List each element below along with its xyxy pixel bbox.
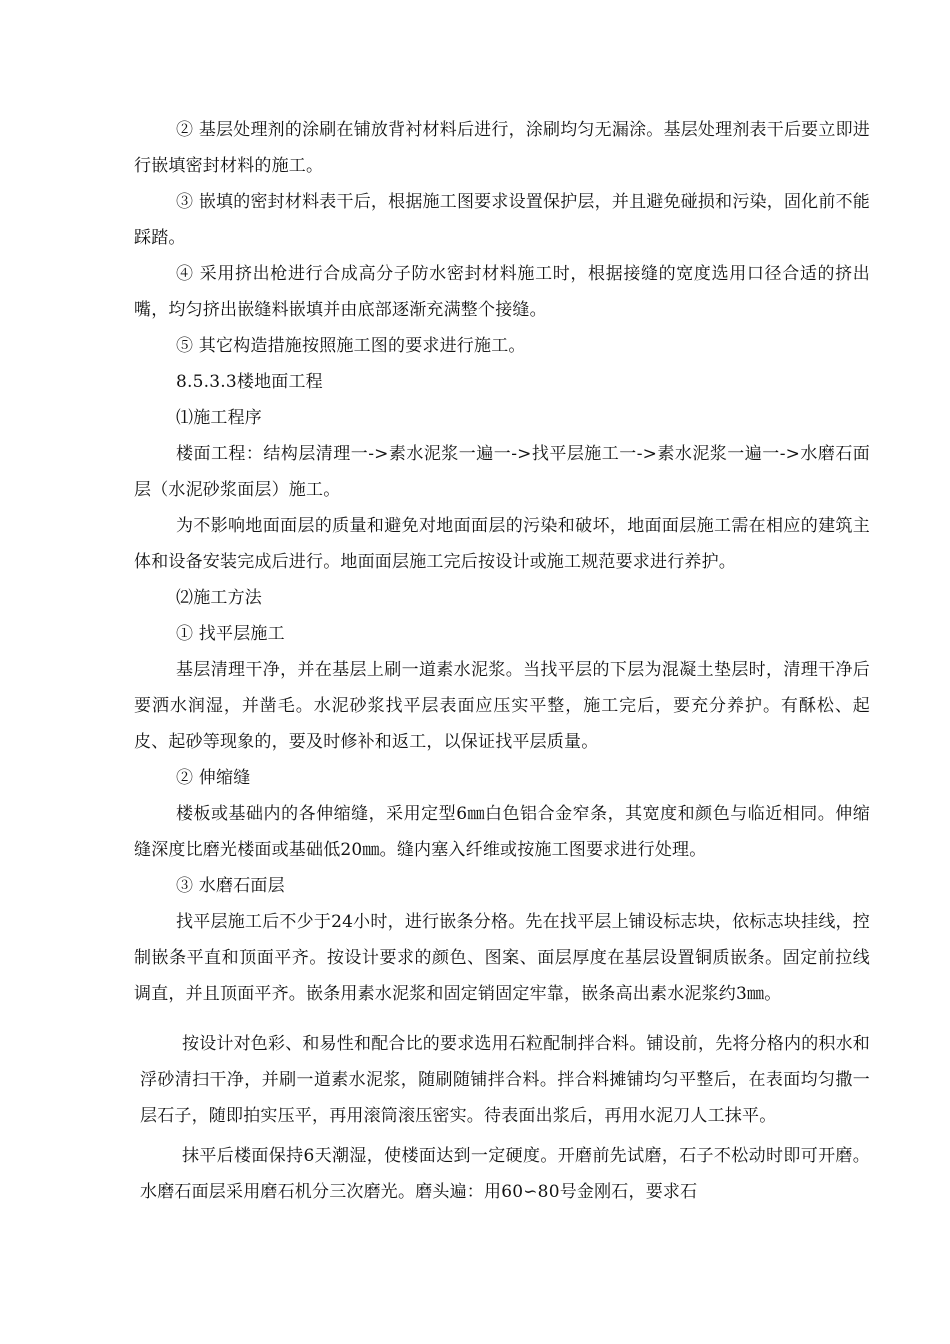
paragraph-extrusion-gun: ④ 采用挤出枪进行合成高分子防水密封材料施工时，根据接缝的宽度选用口径合适的挤出嘴，均匀挤出嵌缝料嵌填并由底部逐渐充满整个接缝。 bbox=[134, 264, 870, 320]
subheading-construction-procedure: ⑴施工程序 bbox=[176, 408, 262, 428]
paragraph-terrazzo-mixing: 按设计对色彩、和易性和配合比的要求选用石粒配制拌合料。铺设前，先将分格内的积水和浮砂清扫干净，并刷一道素水泥浆，随刷随铺拌合料。拌合料摊铺均匀平整后，在表面均匀撒一层石子，随即拍实压平，再用滚筒滚压密实。待表面出浆后，再用水泥刀人工抹平。 bbox=[140, 1034, 870, 1126]
subheading-construction-method: ⑵施工方法 bbox=[176, 588, 262, 608]
paragraph-floor-protection: 为不影响地面面层的质量和避免对地面面层的污染和破坏，地面面层施工需在相应的建筑主体和设备安装完成后进行。地面面层施工完后按设计或施工规范要求进行养护。 bbox=[134, 516, 870, 572]
paragraph-terrazzo-strips: 找平层施工后不少于24小时，进行嵌条分格。先在找平层上铺设标志块，依标志块挂线，控制嵌条平直和顶面平齐。按设计要求的颜色、图案、面层厚度在基层设置铜质嵌条。固定前拉线调直，并且顶面平齐。嵌条用素水泥浆和固定销固定牢靠，嵌条高出素水泥浆约3㎜。 bbox=[134, 912, 870, 1004]
subheading-leveling-layer: ① 找平层施工 bbox=[176, 624, 285, 644]
subheading-expansion-joint: ② 伸缩缝 bbox=[176, 768, 251, 788]
section-heading-floor-works: 8.5.3.3楼地面工程 bbox=[176, 372, 323, 392]
subheading-terrazzo-layer: ③ 水磨石面层 bbox=[176, 876, 285, 896]
paragraph-other-measures: ⑤ 其它构造措施按照施工图的要求进行施工。 bbox=[176, 336, 526, 356]
paragraph-sealant-protection: ③ 嵌填的密封材料表干后，根据施工图要求设置保护层，并且避免碰损和污染，固化前不能踩踏。 bbox=[134, 192, 870, 248]
paragraph-terrazzo-grinding: 抹平后楼面保持6天潮湿，使楼面达到一定硬度。开磨前先试磨，石子不松动时即可开磨。水磨石面层采用磨石机分三次磨光。磨头遍：用60∽80号金刚石，要求石 bbox=[140, 1146, 870, 1202]
document-body bbox=[134, 112, 870, 1210]
paragraph-expansion-joint: 楼板或基础内的各伸缩缝，采用定型6㎜白色铝合金窄条，其宽度和颜色与临近相同。伸缩缝深度比磨光楼面或基础低20㎜。缝内塞入纤维或按施工图要求进行处理。 bbox=[134, 804, 870, 860]
paragraph-floor-procedure: 楼面工程：结构层清理一->素水泥浆一遍一->找平层施工一->素水泥浆一遍一->水磨石面层（水泥砂浆面层）施工。 bbox=[134, 444, 870, 500]
paragraph-leveling-layer: 基层清理干净，并在基层上刷一道素水泥浆。当找平层的下层为混凝土垫层时，清理干净后要洒水润湿，并凿毛。水泥砂浆找平层表面应压实平整，施工完后，要充分养护。有酥松、起皮、起砂等现象的，要及时修补和返工，以保证找平层质量。 bbox=[134, 660, 870, 752]
paragraph-base-primer: ② 基层处理剂的涂刷在铺放背衬材料后进行，涂刷均匀无漏涂。基层处理剂表干后要立即进行嵌填密封材料的施工。 bbox=[134, 120, 870, 176]
